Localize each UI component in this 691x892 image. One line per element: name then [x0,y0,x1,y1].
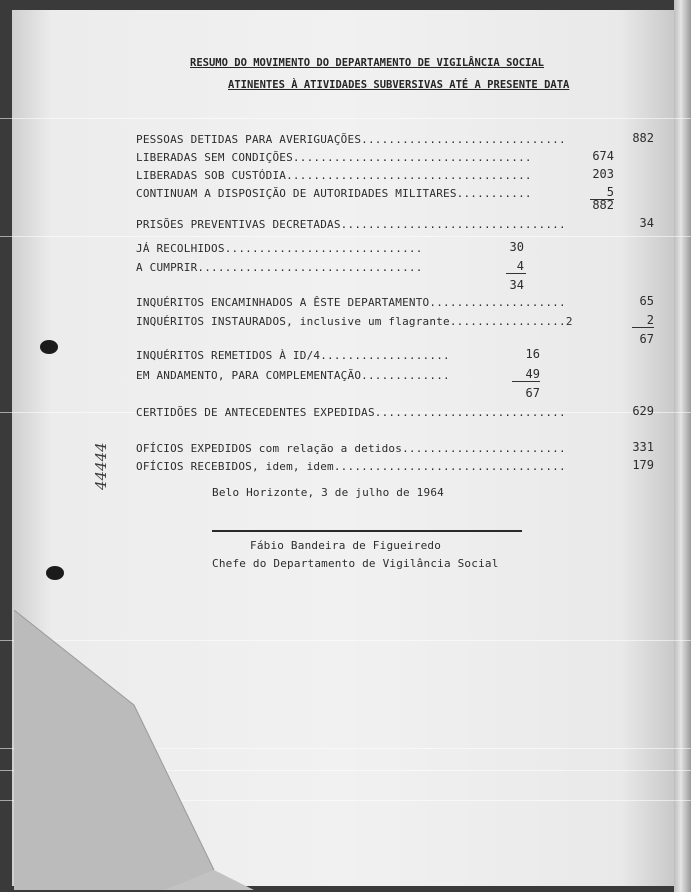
row-label: LIBERADAS SOB CUSTÓDIA.................................... [136,169,532,182]
row-value: 16 [525,347,540,361]
row-label: EM ANDAMENTO, PARA COMPLEMENTAÇÃO............. [136,369,450,382]
row-label: INQUÉRITOS INSTAURADOS, inclusive um flagrante.................2 [136,315,573,328]
signature-line [212,530,522,532]
sum-underline [512,381,540,382]
row-value: 882 [632,131,654,145]
signatory-role: Chefe do Departamento de Vigilância Social [212,557,499,570]
row-label: LIBERADAS SEM CONDIÇÕES................................... [136,151,532,164]
title-line-1: RESUMO DO MOVIMENTO DO DEPARTAMENTO DE VIGILÂNCIA SOCIAL [190,57,545,69]
margin-annotation: 44444 [92,442,110,490]
row-value: 629 [632,404,654,418]
row-total: 67 [639,332,654,346]
row-total: 67 [525,386,540,400]
folded-corner [14,610,254,890]
row-value: 65 [639,294,654,308]
row-label: PESSOAS DETIDAS PARA AVERIGUAÇÕES.............................. [136,133,566,146]
row-value: 331 [632,440,654,454]
row-label: PRISÕES PREVENTIVAS DECRETADAS................................. [136,218,566,231]
row-label: INQUÉRITOS ENCAMINHADOS A ÊSTE DEPARTAMENTO.................... [136,296,566,309]
punch-hole [40,340,58,354]
row-value: 2 [646,313,654,327]
row-label: CERTIDÕES DE ANTECEDENTES EXPEDIDAS............................ [136,406,566,419]
date-line: Belo Horizonte, 3 de julho de 1964 [212,486,444,499]
sum-underline [632,327,654,328]
scan-streak [0,236,691,237]
row-label: INQUÉRITOS REMETIDOS À ID/4................... [136,349,450,362]
row-value: 49 [525,367,540,381]
row-label: CONTINUAM A DISPOSIÇÃO DE AUTORIDADES MILITARES........... [136,187,532,200]
punch-hole [46,566,64,580]
row-total: 882 [592,198,614,212]
row-value: 4 [516,259,524,273]
scan-streak [0,118,691,119]
page-edge [674,0,691,892]
signatory-name: Fábio Bandeira de Figueiredo [250,539,442,552]
row-value: 674 [592,149,614,163]
row-value: 30 [509,240,524,254]
row-label: A CUMPRIR................................. [136,261,423,274]
row-value: 203 [592,167,614,181]
title-line-2: ATINENTES À ATIVIDADES SUBVERSIVAS ATÉ A PRESENTE DATA [228,79,570,91]
row-label: JÁ RECOLHIDOS............................. [136,242,423,255]
sum-underline [506,273,526,274]
row-label: OFÍCIOS EXPEDIDOS com relação a detidos........................ [136,442,566,455]
row-value: 5 [606,185,614,199]
row-label: OFÍCIOS RECEBIDOS, idem, idem.................................. [136,460,566,473]
row-total: 34 [509,278,524,292]
row-value: 179 [632,458,654,472]
row-value: 34 [639,216,654,230]
